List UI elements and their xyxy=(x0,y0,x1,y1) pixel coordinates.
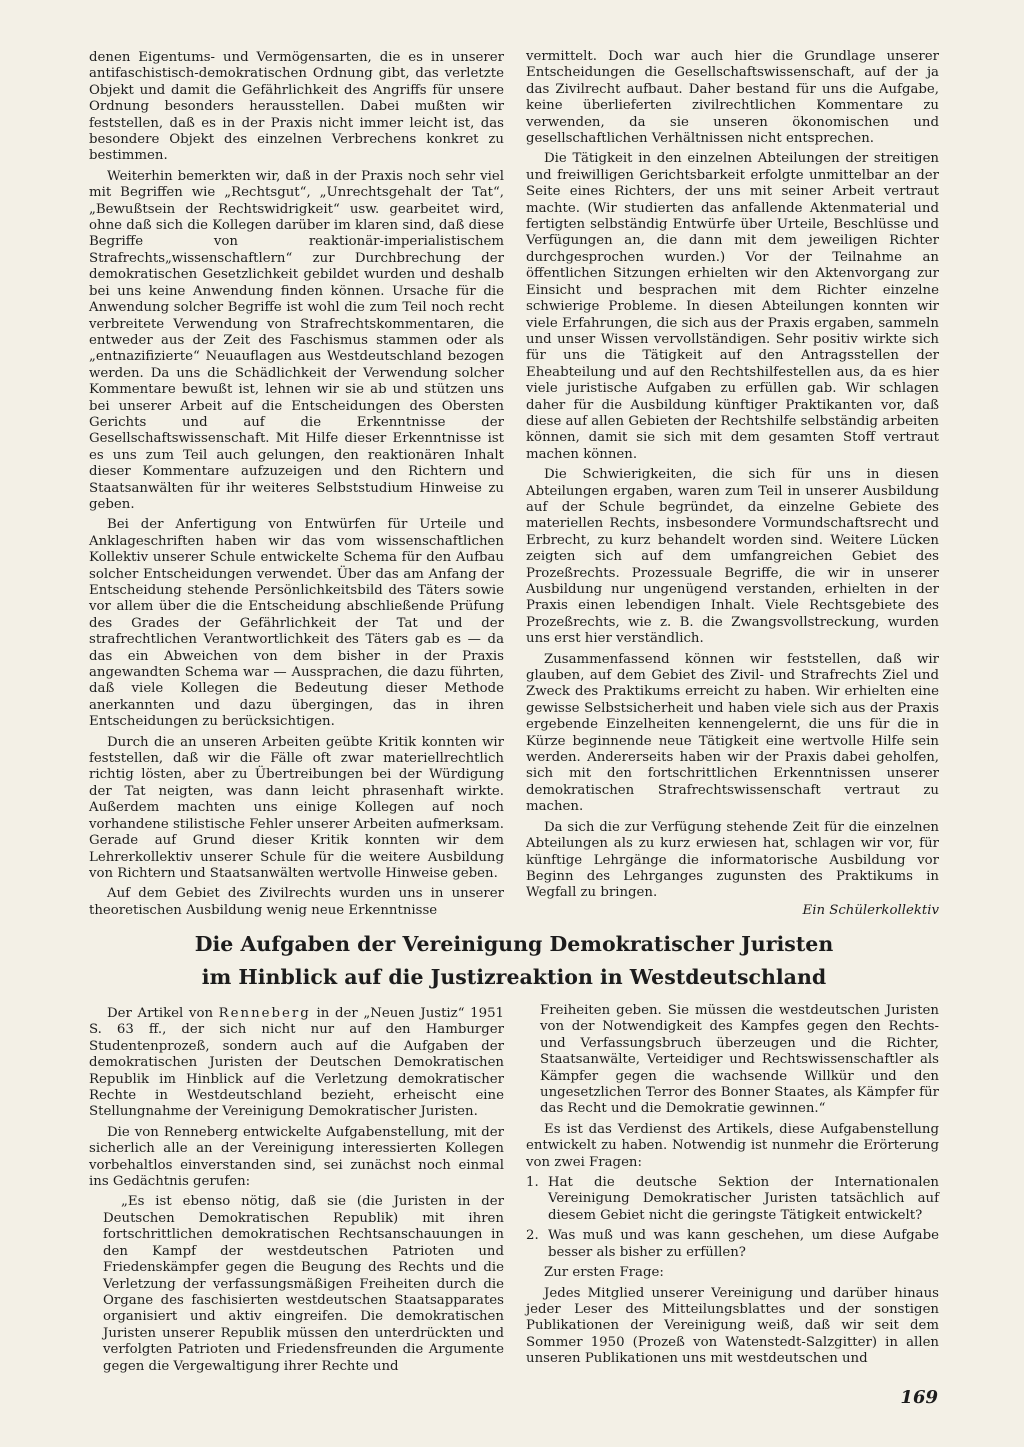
paragraph: Da sich die zur Verfügung stehende Zeit für die einzelnen Abteilungen als zu kurz erwiesen hat, schlagen wir vor, für künftige Lehrgänge die informatorische Ausbildung vor Beginn des Lehrganges zugunsten des Praktikums in Wegfall zu bringen. xyxy=(526,819,939,901)
upper-left-column xyxy=(89,50,504,919)
headline-line-2: im Hinblick auf die Justizreaktion in Westdeutschland xyxy=(201,965,827,989)
paragraph: Bei der Anfertigung von Entwürfen für Urteile und Anklageschriften haben wir das vom wissenschaftlichen Kollektiv unserer Schule entwickelte Schema für den Aufbau solcher Entscheidungen verwendet. Über das am Anfang der Entscheidung stehende Persönlichkeitsbild des Täters sowie vor allem über die die Entscheidung abschließende Prüfung des Grades der Gefährlichkeit der Tat und der strafrechtlichen Verantwortlichkeit des Täters gab es — da das ein Abweichen von dem bisher in der Praxis angewandten Schema war — Aussprachen, die dazu führten, daß viele Kollegen die Bedeutung dieser Methode anerkannten und dazu übergingen, das in ihren Entscheidungen zu berücksichtigen. xyxy=(89,517,504,730)
block-quote: „Es ist ebenso nötig, daß sie (die Juristen in der Deutschen Demokratischen Republik) mit ihren fortschrittlichen demokratischen Rechtsanschauungen in den Kampf der westdeutschen Patrioten und Friedenskämpfer gegen die Beugung des Rechts und die Verletzung der verfassungsmäßigen Freiheiten durch die Organe des faschisierten westdeutschen Staatsapparates organisiert und aktiv eingreifen. Die demokratischen Juristen unserer Republik müssen den unterdrückten und verfolgten Patrioten und Friedensfreunden die Argumente gegen die Vergewaltigung ihrer Rechte und xyxy=(103,1194,504,1374)
block-quote-continued: Freiheiten geben. Sie müssen die westdeutschen Juristen von der Notwendigkeit des Kampfes gegen den Rechts- und Verfassungsbruch überzeugen und die Richter, Staatsanwälte, Verteidiger und Rechtswissenschaftler als Kämpfer gegen die wachsende Willkür und den ungesetzlichen Terror des Bonner Staates, als Kämpfer für das Recht und die Demokratie gewinnen.“ xyxy=(540,1003,939,1117)
paragraph xyxy=(89,1006,504,1121)
author-signature: Ein Schülerkollektiv xyxy=(802,902,939,918)
paragraph: Weiterhin bemerkten wir, daß in der Praxis noch sehr viel mit Begriffen wie „Rechtsgut“, „Unrechtsgehalt der Tat“, „Bewußtsein der Rechtswidrigkeit“ usw. gearbeitet wird, ohne daß sich die Kollegen darüber im klaren sind, daß diese Begriffe von reaktionär-imperialistischem Strafrechts„wissenschaftlern“ zur Durchbrechung der demokratischen Gesetzlichkeit gebildet wurden und deshalb bei uns keine Anwendung finden können. Ursache für die Anwendung solcher Begriffe ist wohl die zum Teil noch recht verbreitete Verwendung von Strafrechtskommentaren, die entweder aus der Zeit des Faschismus stammen oder als „entnazifizierte“ Neuauflagen aus Westdeutschland bezogen werden. Da uns die Schädlichkeit der Verwendung solcher Kommentare bewußt ist, lehnen wir sie ab und stützen uns bei unserer Arbeit auf die Entscheidungen des Obersten Gerichts und auf die Erkenntnisse der Gesellschaftswissenschaft. Mit Hilfe dieser Erkenntnisse ist es uns zum Teil auch gelungen, den reaktionären Inhalt dieser Kommentare aufzuzeigen und den Richtern und Staatsanwälten für ihr weiteres Selbststudium Hinweise zu geben. xyxy=(89,168,504,512)
item-number: 2. xyxy=(526,1228,539,1244)
paragraph: Die Schwierigkeiten, die sich für uns in diesen Abteilungen ergaben, waren zum Teil in unserer Ausbildung auf der Schule begründet, da einzelne Gebiete des materiellen Rechts, insbesondere Vormundschaftsrecht und Erbrecht, zu kurz behandelt worden sind. Weitere Lücken zeigten sich auf dem umfangreichen Gebiet des Prozeßrechts. Prozessuale Begriffe, die wir in unserer Ausbildung nur ungenügend verstanden, erhielten in der Praxis einen lebendigen Inhalt. Viele Rechtsgebiete des Prozeßrechts, wie z. B. die Zwangsvollstreckung, wurden uns erst hier verständlich. xyxy=(526,467,939,647)
item-number: 1. xyxy=(526,1175,539,1191)
lower-left-column xyxy=(89,1006,504,1375)
numbered-item xyxy=(526,1228,939,1261)
paragraph: denen Eigentums- und Vermögensarten, die es in unserer antifaschistisch-demokratischen Ordnung gibt, das verletzte Objekt und damit die Gefährlichkeit des Angriffs für unsere Ordnung besonders herausstellen. Dabei mußten wir feststellen, daß es in der Praxis nicht immer leicht ist, das besondere Objekt des einzelnen Verbrechens konkret zu bestimmen. xyxy=(89,50,504,164)
headline-line-1: Die Aufgaben der Vereinigung Demokratischer Juristen xyxy=(194,932,834,956)
paragraph: Die Tätigkeit in den einzelnen Abteilungen der streitigen und freiwilligen Gerichtsbarkeit erfolgte unmittelbar an der Seite eines Richters, der uns mit seiner Arbeit vertraut machte. (Wir studierten das anfallende Aktenmaterial und fertigten selbständig Entwürfe über Urteile, Beschlüsse und Verfügungen an, die dann mit dem jeweiligen Richter durchgesprochen wurden.) Vor der Teilnahme an öffentlichen Sitzungen erhielten wir den Aktenvorgang zur Einsicht und besprachen mit dem Richter einzelne schwierige Probleme. In diesen Abteilungen konnten wir viele Erfahrungen, die sich aus der Praxis ergaben, sammeln und unser Wissen vervollständigen. Sehr positiv wirkte sich für uns die Tätigkeit auf den Antragsstellen der Eheabteilung und auf den Rechtshilfestellen aus, da es hier viele juristische Aufgaben zu erfüllen gab. Wir schlagen daher für die Ausbildung künftiger Praktikanten vor, daß diese auf allen Gebieten der Rechtshilfe selbständig arbeiten können, damit sie sich mit dem gesamten Stoff vertraut machen können. xyxy=(526,151,939,462)
paragraph: Jedes Mitglied unserer Vereinigung und darüber hinaus jeder Leser des Mitteilungsblattes und der sonstigen Publikationen der Vereinigung weiß, daß wir seit dem Sommer 1950 (Prozeß von Watenstedt-Salzgitter) in allen unseren Publikationen uns mit westdeutschen und xyxy=(526,1285,939,1367)
paragraph: Durch die an unseren Arbeiten geübte Kritik konnten wir feststellen, daß wir die Fälle oft zwar materiellrechtlich richtig lösten, aber zu Übertreibungen bei der Würdigung der Tat neigten, was dann leicht phrasenhaft wirkte. Außerdem machten uns einige Kollegen auf noch vorhandene stilistische Fehler unserer Arbeiten aufmerksam. Gerade auf Grund dieser Kritik konnten wir dem Lehrerkollektiv unserer Schule für die weitere Ausbildung von Richtern und Staatsanwälten wertvolle Hinweise geben. xyxy=(89,734,504,881)
subheading: Zur ersten Frage: xyxy=(544,1265,664,1281)
paragraph: Zusammenfassend können wir feststellen, daß wir glauben, auf dem Gebiet des Zivil- und Strafrechts Ziel und Zweck des Praktikums erreicht zu haben. Wir erhielten eine gewisse Selbstsicherheit und haben viele sich aus der Praxis ergebende Einzelheiten kennengelernt, die uns für die in Kürze beginnende neue Tätigkeit eine wertvolle Hilfe sein werden. Andererseits haben wir der Praxis dabei geholfen, sich mit den fortschrittlichen Erkenntnissen unserer demokratischen Strafrechtswissenschaft vertraut zu machen. xyxy=(526,651,939,815)
item-text: Hat die deutsche Sektion der Internationalen Vereinigung Demokratischer Juristen tatsächlich auf diesem Gebiet nicht die geringste Tätigkeit entwickelt? xyxy=(548,1175,939,1223)
article-headline xyxy=(89,928,939,994)
paragraph: Es ist das Verdienst des Artikels, diese Aufgabenstellung entwickelt zu haben. Notwendig ist nunmehr die Erörterung von zwei Fragen: xyxy=(526,1121,939,1170)
paragraph: Auf dem Gebiet des Zivilrechts wurden uns in unserer theoretischen Ausbildung wenig neue Erkenntnisse xyxy=(89,886,504,918)
text-run: in der „Neuen Justiz“ 1951 S. 63 ff., der sich nicht nur auf den Hamburger Studentenprozeß, sondern auch auf die Aufgaben der demokratischen Juristen der Deutschen Demokratischen Republik im Hinblick auf die Verletzung demokratischer Rechte in Westdeutschland bezieht, erheischt eine Stellungnahme der Vereinigung Demokratischer Juristen. xyxy=(89,1006,504,1120)
paragraph: Die von Renneberg entwickelte Aufgabenstellung, mit der sicherlich alle an der Vereinigung interessierten Kollegen vorbehaltlos einverstanden sind, sei zunächst noch einmal ins Gedächtnis gerufen: xyxy=(89,1124,504,1190)
paragraph: vermittelt. Doch war auch hier die Grundlage unserer Entscheidungen die Gesellschaftswissenschaft, auf der ja das Zivilrecht aufbaut. Daher bestand für uns die Aufgabe, keine überlieferten zivilrechtlichen Kommentare zu verwenden, da sie unseren ökonomischen und gesellschaftlichen Verhältnissen nicht entsprechen. xyxy=(526,49,939,147)
item-text: Was muß und was kann geschehen, um diese Aufgabe besser als bisher zu erfüllen? xyxy=(548,1228,939,1260)
lower-right-column xyxy=(526,1003,939,1368)
author-name: Renneberg xyxy=(218,1006,311,1021)
upper-right-column xyxy=(526,49,939,919)
numbered-item xyxy=(526,1175,939,1224)
page-number: 169 xyxy=(900,1387,938,1408)
text-run: Der Artikel von xyxy=(107,1006,219,1021)
